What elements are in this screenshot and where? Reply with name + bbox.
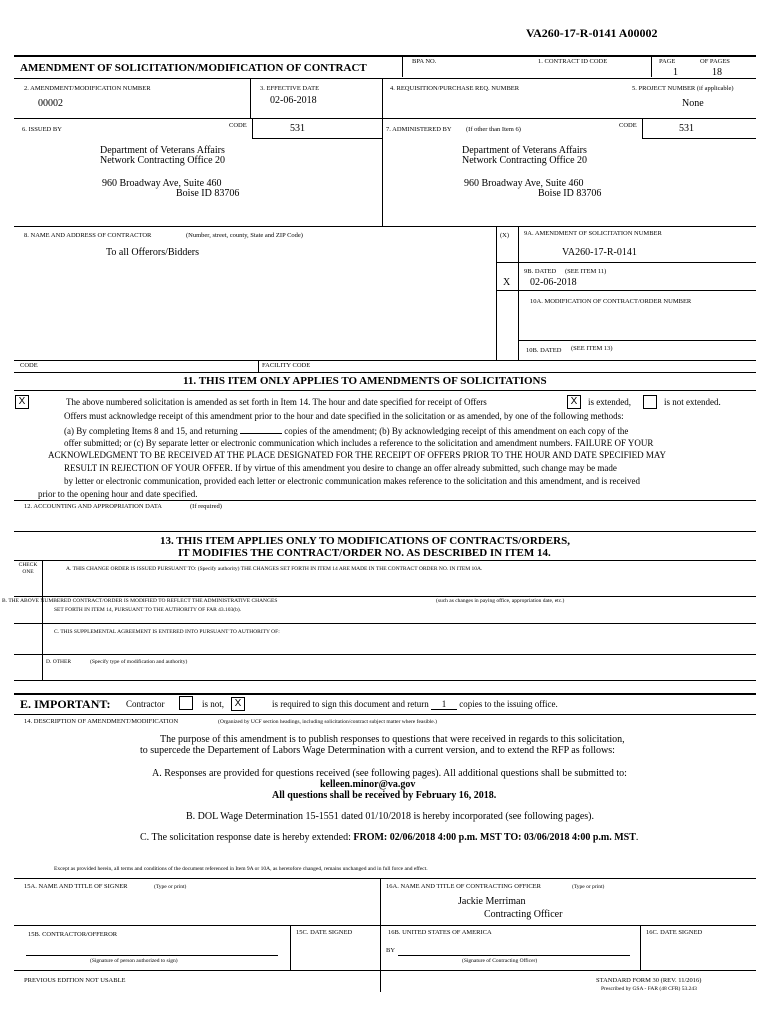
item13a-text: A. THIS CHANGE ORDER IS ISSUED PURSUANT TO: (Specify authority) THE CHANGES SET FORTH IN ITEM 14 ARE MADE IN THE CONTRACT ORDER NO. IN ITEM 10A. xyxy=(66,566,483,572)
item14-sub: (Organized by UCF section headings, including solicitation/contract subject matter where feasible.) xyxy=(218,719,437,725)
divider xyxy=(14,925,756,926)
item7-addr1: 960 Broadway Ave, Suite 460 xyxy=(464,178,584,189)
copies-suffix: copies to the issuing office. xyxy=(456,699,558,709)
document-id: VA260-17-R-0141 A00002 xyxy=(526,26,658,40)
item8-sub: (Number, street, county, State and ZIP Code) xyxy=(186,232,303,239)
item8-label: 8. NAME AND ADDRESS OF CONTRACTOR xyxy=(24,232,152,239)
sig15-sub: (Signature of person authorized to sign) xyxy=(90,958,178,964)
is-not-label: is not, xyxy=(202,699,225,709)
divider xyxy=(642,138,756,139)
item6-name1: Department of Veterans Affairs xyxy=(100,145,225,156)
of-pages-label: OF PAGES xyxy=(700,58,730,65)
divider xyxy=(642,118,643,138)
divider xyxy=(640,925,641,970)
divider xyxy=(14,623,756,624)
item16a-label: 16A. NAME AND TITLE OF CONTRACTING OFFICER xyxy=(386,883,541,890)
item13b-text1: B. THE ABOVE NUMBERED CONTRACT/ORDER IS MODIFIED TO REFLECT THE ADMINISTRATIVE CHANGES xyxy=(2,598,278,604)
divider xyxy=(14,78,756,79)
check-one-label: CHECK ONE xyxy=(18,562,38,575)
item13-heading1: 13. THIS ITEM APPLIES ONLY TO MODIFICATIONS OF CONTRACTS/ORDERS, xyxy=(160,535,570,547)
item10a-label: 10A. MODIFICATION OF CONTRACT/ORDER NUMBER xyxy=(530,298,692,305)
divider xyxy=(14,878,756,879)
desc-c-bold: FROM: 02/06/2018 4:00 p.m. MST TO: 03/06/2018 4:00 p.m. MST xyxy=(353,832,636,843)
desc-p1a: The purpose of this amendment is to publish responses to questions that were received in regards to this solicitation, xyxy=(160,734,625,745)
item2-label: 2. AMENDMENT/MODIFICATION NUMBER xyxy=(24,85,151,92)
item3-label: 3. EFFECTIVE DATE xyxy=(260,85,320,92)
item9b-sub: (SEE ITEM 11) xyxy=(565,268,607,275)
bpa-no-label: BPA NO. xyxy=(412,58,437,65)
divider xyxy=(14,654,756,655)
item10b-label: 10B. DATED xyxy=(526,347,562,354)
divider xyxy=(14,560,756,561)
item9b-value: 02-06-2018 xyxy=(530,277,577,288)
sf30-label: STANDARD FORM 30 (REV. 11/2016) xyxy=(596,977,702,984)
is-not-extended-label: is not extended. xyxy=(664,397,721,407)
item12-label: 12. ACCOUNTING AND APPROPRIATION DATA xyxy=(24,503,162,510)
is-required-prefix: is required to sign this document and return xyxy=(272,699,431,709)
item2-value: 00002 xyxy=(38,98,63,109)
item13b-text2: SET FORTH IN ITEM 14, PURSUANT TO THE AUTHORITY OF FAR 43.103(b). xyxy=(54,607,242,613)
item8-value: To all Offerors/Bidders xyxy=(106,247,199,258)
divider xyxy=(290,925,291,970)
divider xyxy=(14,693,756,695)
divider xyxy=(402,55,403,77)
is-not-extended-checkbox[interactable] xyxy=(643,395,657,409)
item7-name1: Department of Veterans Affairs xyxy=(462,145,587,156)
item7-label: 7. ADMINISTERED BY xyxy=(386,126,452,133)
important-label: E. IMPORTANT: xyxy=(20,697,111,711)
item7-code: 531 xyxy=(679,123,694,134)
desc-a3: All questions shall be received by February 16, 2018. xyxy=(272,790,497,801)
item11-line5: ACKNOWLEDGMENT TO BE RECEIVED AT THE PLACE DESIGNATED FOR THE RECEIPT OF OFFERS PRIOR TO THE HOUR AND DATE SPECIFIED MAY xyxy=(48,450,667,460)
item16c-label: 16C. DATE SIGNED xyxy=(646,929,703,936)
is-required-text xyxy=(272,699,558,710)
form-top-border xyxy=(14,55,756,57)
contractor-signature-line[interactable] xyxy=(26,955,278,956)
item13b-sub: (such as changes in paying office, appropriation date, etc.) xyxy=(436,598,565,604)
co-signature-line[interactable] xyxy=(398,955,630,956)
prescribed-by: Prescribed by GSA - FAR (48 CFR) 53.243 xyxy=(601,986,697,992)
item16a-sub: (Type or print) xyxy=(572,884,605,890)
item13c-text: C. THIS SUPPLEMENTAL AGREEMENT IS ENTERED INTO PURSUANT TO AUTHORITY OF: xyxy=(54,629,280,635)
divider xyxy=(14,531,756,532)
copies-blank[interactable] xyxy=(240,425,282,434)
divider xyxy=(14,500,756,501)
except-text: Except as provided herein, all terms and conditions of the document referenced in Item 9A or 10A, as heretofore changed, remains unchanged and in full force and effect. xyxy=(54,866,428,872)
divider xyxy=(250,78,251,118)
sig16-sub: (Signature of Contracting Officer) xyxy=(462,958,538,964)
item15c-label: 15C. DATE SIGNED xyxy=(296,929,353,936)
item5-label: 5. PROJECT NUMBER (if applicable) xyxy=(632,85,734,92)
item11-line3 xyxy=(64,425,628,436)
divider xyxy=(14,390,756,391)
facility-code-label: FACILITY CODE xyxy=(262,362,311,369)
item7-name2: Network Contracting Office 20 xyxy=(462,155,588,166)
desc-c-end: . xyxy=(635,832,639,843)
item11-line1: The above numbered solicitation is amended as set forth in Item 14. The hour and date specified for receipt of Offers xyxy=(66,397,487,407)
divider xyxy=(14,372,756,373)
divider xyxy=(382,78,383,118)
item9a-value: VA260-17-R-0141 xyxy=(562,247,637,258)
item15a-sub: (Type or print) xyxy=(154,884,187,890)
item15a-label: 15A. NAME AND TITLE OF SIGNER xyxy=(24,883,128,890)
item11-line6: RESULT IN REJECTION OF YOUR OFFER. If by virtue of this amendment you desire to change an offer already submitted, such change may be made xyxy=(64,463,617,473)
divider xyxy=(14,226,756,227)
page-label: PAGE xyxy=(659,58,676,65)
divider xyxy=(380,878,381,992)
item15b-label: 15B. CONTRACTOR/OFFEROR xyxy=(28,931,118,938)
item16a-title: Contracting Officer xyxy=(484,909,563,920)
item3-value: 02-06-2018 xyxy=(270,95,317,106)
divider xyxy=(496,262,756,263)
item6-label: 6. ISSUED BY xyxy=(22,126,62,133)
item7-addr2: Boise ID 83706 xyxy=(538,188,602,199)
divider xyxy=(382,118,383,226)
item6-name2: Network Contracting Office 20 xyxy=(100,155,226,166)
form-title: AMENDMENT OF SOLICITATION/MODIFICATION OF CONTRACT xyxy=(20,62,367,74)
item16a-name: Jackie Merriman xyxy=(458,896,526,907)
code-label: CODE xyxy=(20,362,38,369)
divider xyxy=(14,118,756,119)
item11-line3a: (a) By completing Items 8 and 15, and returning xyxy=(64,426,240,436)
divider xyxy=(14,714,756,715)
desc-a1: A. Responses are provided for questions received (see following pages). All additional questions shall be submitted to: xyxy=(152,768,627,779)
contractor-is-not-checkbox[interactable]: X xyxy=(231,697,245,711)
item11-line4: offer submitted; or (c) By separate letter or electronic communication which includes a reference to the solicitation and amendment numbers. FAILURE OF YOUR xyxy=(64,438,654,448)
of-pages-number: 18 xyxy=(712,67,722,78)
item12-sub: (If required) xyxy=(190,503,222,510)
divider xyxy=(14,360,756,361)
contractor-label: Contractor xyxy=(126,699,165,709)
item11-line7: by letter or electronic communication, provided each letter or electronic communication makes reference to the solicitation and this amendment, and is received xyxy=(64,476,641,486)
item9a-label: 9A. AMENDMENT OF SOLICITATION NUMBER xyxy=(524,230,662,237)
divider xyxy=(496,290,756,291)
item4-label: 4. REQUISITION/PURCHASE REQ. NUMBER xyxy=(390,85,520,92)
item9b-label: 9B. DATED xyxy=(524,268,557,275)
item11-line2: Offers must acknowledge receipt of this amendment prior to the hour and date specified in the solicitation or as amended, by one of the following methods: xyxy=(64,411,624,421)
item5-value: None xyxy=(682,98,704,109)
desc-c xyxy=(140,832,638,843)
is-extended-checkbox[interactable]: X xyxy=(567,395,581,409)
divider xyxy=(252,138,382,139)
item13-heading2: IT MODIFIES THE CONTRACT/ORDER NO. AS DESCRIBED IN ITEM 14. xyxy=(178,547,551,559)
copies-count[interactable]: 1 xyxy=(431,699,457,710)
divider xyxy=(258,360,259,372)
contractor-is-checkbox[interactable] xyxy=(179,696,193,710)
item13d-text: D. OTHER xyxy=(46,659,72,665)
item6-addr2: Boise ID 83706 xyxy=(176,188,240,199)
item14-label: 14. DESCRIPTION OF AMENDMENT/MODIFICATION xyxy=(24,718,179,725)
desc-b: B. DOL Wage Determination 15-1551 dated 01/10/2018 is hereby incorporated (see following pages). xyxy=(186,811,594,822)
previous-edition: PREVIOUS EDITION NOT USABLE xyxy=(24,977,126,984)
item6-code-label: CODE xyxy=(229,122,247,129)
x-column-label: (X) xyxy=(500,232,510,239)
divider xyxy=(518,340,756,341)
item6-code: 531 xyxy=(290,123,305,134)
item11-line3b: copies of the amendment; (b) By acknowledging receipt of this amendment on each copy of the xyxy=(281,426,629,436)
item16b-label: 16B. UNITED STATES OF AMERICA xyxy=(388,929,492,936)
item9b-check: X xyxy=(503,277,511,288)
is-extended-label: is extended, xyxy=(588,397,631,407)
divider xyxy=(14,970,756,971)
item11-heading: 11. THIS ITEM ONLY APPLIES TO AMENDMENTS OF SOLICITATIONS xyxy=(183,375,547,387)
divider xyxy=(496,226,497,360)
item11-line8: prior to the opening hour and date specified. xyxy=(38,489,198,499)
divider xyxy=(42,560,43,680)
desc-p1b: to supercede the Departement of Labors Wage Determination with a current version, and to extend the RFP as follows: xyxy=(140,745,615,756)
item11-checkbox[interactable]: X xyxy=(15,395,29,409)
divider xyxy=(14,596,756,597)
page-number: 1 xyxy=(673,67,678,78)
divider xyxy=(651,55,652,77)
item7-sub: (If other than Item 6) xyxy=(466,126,521,133)
desc-c-pre: C. The solicitation response date is hereby extended: xyxy=(140,832,354,843)
item13d-sub: (Specify type of modification and authority) xyxy=(90,659,188,665)
divider xyxy=(14,680,756,681)
contract-id-label: 1. CONTRACT ID CODE xyxy=(538,58,608,65)
item10b-sub: (SEE ITEM 13) xyxy=(571,345,613,352)
item7-code-label: CODE xyxy=(619,122,637,129)
by-label: BY xyxy=(386,947,396,954)
divider xyxy=(252,118,253,138)
item6-addr1: 960 Broadway Ave, Suite 460 xyxy=(102,178,222,189)
desc-a2: kelleen.minor@va.gov xyxy=(320,779,416,790)
